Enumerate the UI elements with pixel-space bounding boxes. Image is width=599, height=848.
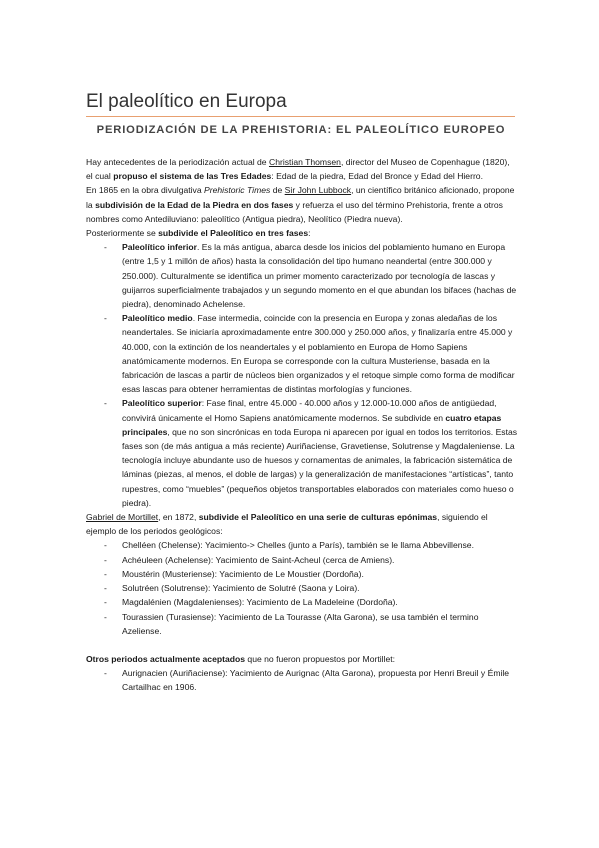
- spacer: [86, 638, 518, 652]
- other-periods-list: [86, 666, 518, 694]
- list-item: [104, 581, 518, 595]
- phase-text: : Fase final, entre 45.000 - 40.000 años y 12.000-10.000 años de antigüedad, convivirá únicamente el Homo Sapiens anatómicamente modernos. Se subdivide en: [122, 398, 497, 423]
- phase-name: Paleolítico medio: [122, 313, 193, 324]
- paragraph-mortillet: [86, 510, 518, 538]
- culture-text: Tourassien (Turasiense): Yacimiento de La Tourasse (Alta Garona), se usa también el termino Azeliense.: [122, 611, 479, 636]
- bold-text: subdivide el Paleolítico en una serie de culturas epónimas: [198, 512, 438, 523]
- paragraph-three-phases: [86, 226, 518, 240]
- dash-bullet: -: [104, 597, 107, 608]
- phase-name: Paleolítico inferior: [122, 242, 197, 253]
- paragraph-thomsen: [86, 155, 518, 183]
- text: Posteriormente se: [86, 228, 159, 239]
- list-item: [104, 240, 518, 311]
- link-john-lubbock[interactable]: Sir John Lubbock: [284, 185, 352, 196]
- phase-text: . Fase intermedia, coincide con la presencia en Europa y zonas aledañas de los neandertales. Se iniciaría aproximadamente entre 300.000 y 250.000 años, y finalizaría entre 45.000 y 40.000, con la extinción de los neandertales y el poblamiento en Europa de Homo Sapiens anatómicamente modernos. En Europa se corresponde con la cultura Musteriense, basada en la fabricación de lascas a partir de núcleos bien organizados y el retoque simple como forma de modificar esas lascas para obtener herramientas de distintas morfologías y funciones.: [122, 313, 515, 395]
- bold-text: cuatro etapas principales: [122, 412, 502, 437]
- cultures-list: [86, 538, 518, 637]
- dash-bullet: -: [104, 540, 107, 551]
- phase-name: Paleolítico superior: [122, 398, 202, 409]
- dash-bullet: -: [104, 554, 107, 565]
- text: , director del Museo de Copenhague (1820), el cual: [86, 157, 510, 182]
- section-heading: PERIODIZACIÓN DE LA PREHISTORIA: EL PALEOLÍTICO EUROPEO: [96, 124, 506, 136]
- link-christian-thomsen[interactable]: Christian Thomsen: [268, 157, 341, 167]
- bold-text: propuso el sistema de las Tres Edades: [113, 171, 272, 182]
- text: : Edad de la piedra, Edad del Bronce y Edad del Hierro.: [271, 171, 483, 182]
- page-title: El paleolítico en Europa: [86, 91, 287, 112]
- text: de: [270, 185, 285, 196]
- italic-title: Prehistoric Times: [204, 185, 271, 196]
- bold-text: subdivisión de la Edad de la Piedra en dos fases: [95, 199, 294, 210]
- culture-text: Aurignacien (Auriñaciense): Yacimiento de Aurignac (Alta Garona), propuesta por Henri Breuil y Émile Cartailhac en 1906.: [122, 668, 510, 693]
- dash-bullet: -: [104, 313, 107, 324]
- text: que no fueron propuestos por Mortillet:: [245, 653, 396, 664]
- phase-text: , que no son sincrónicas en toda Europa ni aparecen por igual en todos los territorios. Estas fases son (de más antigua a más reciente) Auriñaciense, Gravetiense, Solutrense y Magdaleniense. La tecnología incluye abundante uso de huesos y cornamentas de animales, la fabricación sistemática de láminas (piezas, al menos, el doble de largas) y la generalización de manifestaciones “artísticas”, tanto rupestres, como “muebles” (pequeños objetos transportables elaborados con materiales como hueso o piedra).: [122, 426, 518, 508]
- list-item: [104, 567, 518, 581]
- dash-bullet: -: [104, 568, 107, 579]
- bold-text: subdivide el Paleolítico en tres fases: [158, 228, 309, 239]
- bold-text: Otros periodos actualmente aceptados: [86, 653, 246, 664]
- list-item: [104, 666, 518, 694]
- paragraph-other-periods: [86, 652, 518, 666]
- text: :: [308, 228, 311, 239]
- dash-bullet: -: [104, 398, 107, 409]
- list-item: [104, 610, 518, 638]
- text: , en 1872,: [158, 512, 199, 523]
- culture-text: Moustérin (Musteriense): Yacimiento de Le Moustier (Dordoña).: [122, 568, 364, 579]
- link-gabriel-de-mortillet[interactable]: Gabriel de Mortillet: [86, 512, 159, 523]
- culture-text: Solutréen (Solutrense): Yacimiento de Solutré (Saona y Loira).: [122, 583, 360, 594]
- document-body: [86, 155, 518, 695]
- phases-list: [86, 240, 518, 510]
- text: y refuerza el uso del término Prehistoria, frente a otros nombres como Antediluviano: paleolítico (Antigua piedra), Neolítico (Piedra nueva).: [86, 199, 503, 224]
- dash-bullet: -: [104, 668, 107, 679]
- dash-bullet: -: [104, 583, 107, 594]
- culture-text: Magdalénien (Magdalenienses): Yacimiento de La Madeleine (Dordoña).: [122, 597, 398, 608]
- list-item: [104, 538, 518, 552]
- text: , siguiendo el ejemplo de los periodos geológicos:: [86, 512, 488, 537]
- culture-text: Achéuleen (Achelense): Yacimiento de Saint-Acheul (cerca de Amiens).: [122, 554, 395, 565]
- text: Hay antecedentes de la periodización actual de: [86, 157, 269, 167]
- dash-bullet: -: [104, 611, 107, 622]
- paragraph-lubbock: [86, 183, 518, 226]
- text: En 1865 en la obra divulgativa: [86, 185, 205, 196]
- phase-text: . Es la más antigua, abarca desde los inicios del poblamiento humano en Europa (entre 1,5 y 1 millón de años) hasta la consolidación del tipo humano neandertal (entre 300.000 y 250.000). Culturalmente se identifica un primer momento caracterizado por tecnología de lascas y guijarros superficialmente trabajados y un segundo momento en el que abundan los bifaces (hachas de piedra), denominado Achelense.: [122, 242, 517, 310]
- list-item: [104, 595, 518, 609]
- culture-text: Chelléen (Chelense): Yacimiento-> Chelles (junto a París), también se le llama Abbevillense.: [122, 540, 474, 551]
- text: , un científico británico aficionado, propone la: [86, 185, 515, 210]
- list-item: [104, 553, 518, 567]
- title-underline: [86, 116, 515, 117]
- list-item: [104, 311, 518, 396]
- dash-bullet: -: [104, 242, 107, 253]
- list-item: [104, 396, 518, 510]
